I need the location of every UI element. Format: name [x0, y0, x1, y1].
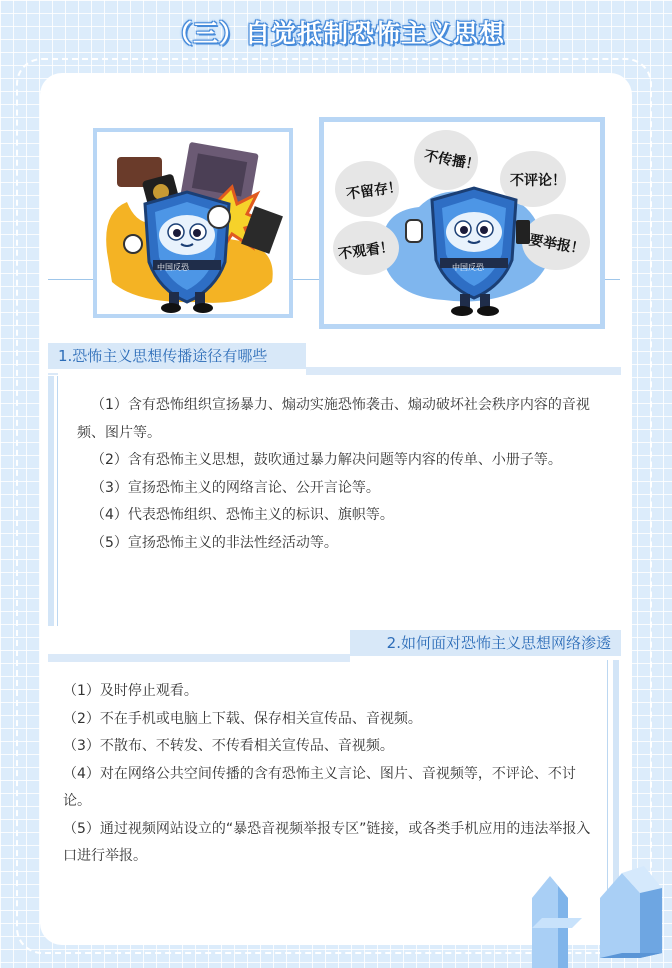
- illustration-left: [93, 128, 293, 318]
- section2-list: [63, 678, 591, 871]
- section1-heading: 1.恐怖主义思想传播途径有哪些: [48, 343, 306, 369]
- speech-bubble-label: 不观看！: [337, 239, 395, 263]
- section1-side-bar: [48, 376, 54, 626]
- badge-label: 中国反恐: [157, 263, 189, 272]
- list-item: （1）及时停止观看。: [63, 683, 198, 699]
- section1-list: [77, 392, 607, 557]
- speech-bubble-label: 不留存！: [345, 179, 403, 203]
- section1-side-line: [57, 376, 58, 626]
- speech-bubble-label: 不传播！: [422, 148, 481, 174]
- section2-heading: 2.如何面对恐怖主义思想网络渗透: [350, 630, 621, 656]
- list-item: （3）不散布、不转发、不传看相关宣传品、音视频。: [63, 738, 394, 754]
- section2-heading-bar: [48, 654, 350, 662]
- badge-label: 中国反恐: [452, 263, 484, 272]
- decorative-blocks: [522, 858, 672, 968]
- list-item: （4）代表恐怖组织、恐怖主义的标识、旗帜等。: [91, 507, 394, 523]
- illustration-right: [319, 117, 605, 329]
- speech-bubble-label: 要举报！: [527, 232, 586, 258]
- section1-heading-bar: [306, 367, 621, 375]
- list-item: （2）含有恐怖主义思想，鼓吹通过暴力解决问题等内容的传单、小册子等。: [91, 452, 562, 468]
- speech-bubble-label: 不评论！: [510, 173, 566, 189]
- shield-mascot-fighting-illustration: [97, 132, 289, 314]
- section1-underline: [48, 373, 58, 375]
- list-item: （4）对在网络公共空间传播的含有恐怖主义言论、图片、音视频等，不评论、不讨论。: [63, 765, 576, 809]
- list-item: （5）通过视频网站设立的“暴恐音视频举报专区”链接，或各类手机应用的违法举报入口进行举报。: [63, 820, 591, 864]
- list-item: （5）宣扬恐怖主义的非法性经活动等。: [91, 534, 338, 551]
- list-item: （2）不在手机或电脑上下载、保存相关宣传品、音视频。: [63, 710, 422, 727]
- list-item: （1）含有恐怖组织宣扬暴力、煽动实施恐怖袭击、煽动破坏社会秩序内容的音视频、图片等。: [77, 397, 590, 441]
- list-item: （3）宣扬恐怖主义的网络言论、公开言论等。: [91, 479, 380, 496]
- page-title: （三）自觉抵制恐怖主义思想: [166, 19, 505, 48]
